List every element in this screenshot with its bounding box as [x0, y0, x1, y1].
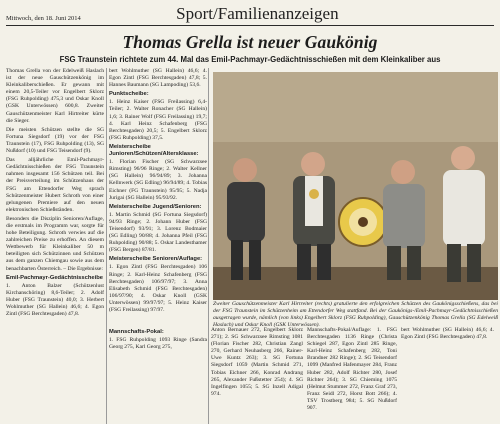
column-divider: [208, 68, 209, 424]
article-column-2: [109, 68, 207, 313]
paragraph: Anton Bernauer 272, Engelbert Sklorz 271); 2. SG Schwarzsee Rimsting 1081 (Florian Fischer 282, Christian Zangl 270, Gerhard Neuhasberg 266, Rainer-Uwe Kuntz 263); 3. SG Fortuna Siegsdorf 1059 (Martin Schmid 271, Tobias Eichner 266, Konrad Andrang 265, Alexander Fußstetter 254); 4. SG Ingelfingen 1055; 5. SG Inzell Adigal 974.: [211, 327, 303, 397]
paragraph: Besonders die Disziplin Senioren/Auflage, die erstmals im Programm war, sorgte für hohe Beteiligung. Schroth verwies auf die zahlreichen Preise zu erhoffen. An diesem Wettbewerb für Kleinkaliber 50 m beteiligten sich Schützinnen und Schützen aus dem ganzen Chiemgau sowie aus dem benachbarten Österreich. – Die Ergebnisse:: [6, 215, 104, 272]
paragraph: 1. FSG Ruhpolding 1093 Ringe (Sandra Georg 275, Karl Georg 275,: [109, 337, 207, 351]
article-column-1: [6, 68, 104, 424]
masthead: [6, 4, 494, 26]
paragraph: Mannschafts-Pokal/Auflage: 1. FSG Berchtesgaden 1136 Ringe (Christa Schiegel 287, Egon Zintl 285 Ringe, Karl-Heinz Schafenberg 282, Toni Brandner 282 Ringe); 2. SG Teisendorf 1099 (Manfred Hafenmayer 284, Franz Huber 282, Adolf Richter 280, Josef Richter 264); 3. SG Chieming 1075 (Helmut Stummer 272, Franz Graf 273, Franz Seidl 272, Horst Bott 266); 4. TSV Trostberg 984; 5. SG Nußdorf 907.: [307, 327, 397, 412]
article-column-4-bottom: [307, 327, 397, 424]
paragraph: bert Wohlmuther (SG Hallein) 46,6; 4. Egon Zintl (FSG Berchtesgaden) 47,8.: [401, 327, 494, 341]
article-subhead: FSG Traunstein richtete zum 44. Mal das Emil-Pachmayr-Gedächtnisschießen mit dem Kleinkaliber aus: [59, 55, 441, 64]
issue-date: Mittwoch, den 18. Juni 2014: [6, 15, 81, 22]
article-body: [6, 68, 498, 424]
article-column-2-bottom: [109, 327, 207, 424]
results-heading: Meisterscheibe Senioren/Auflage:: [109, 256, 203, 263]
article-column-3-bottom: [211, 327, 303, 424]
results-heading: Punktscheibe:: [109, 91, 149, 98]
paragraph: Die meisten Schützen stellte die SG Fortuna Siegsdorf (19) vor der FSG Traunstein (17), FSG Ruhpolding (13), SG Nußdorf (10) und FSG Teisendorf (9).: [6, 126, 104, 155]
article-photo: [213, 72, 498, 300]
results-heading: Emil-Pachmayr-Gedächtnisscheibe: [6, 274, 103, 281]
section-title: Sport/Familienanzeigen: [176, 4, 339, 23]
photo-caption: Zweiter Gauschützenmeister Karl Hirtreiter (rechts) gratulierte den erfolgreichen Schützen des Gaukönigsschießens, das bei der FSG Traunstein im Schützenheim am Ettendorfer Weg stattfand. Bei der Gaukönigs-/Emil-Pachmayr-Gedächtnisschießen ausgetragen wurde, nämlich (von links) Engelbert Sklorz (FSG Ruhpolding), Gauschützenkönig Thomas Grella (SG Edelweiß Haslach) und Oskar Knoll (GSK Unterwössen).: [213, 301, 498, 328]
results-heading: Meisterscheibe Jugend/Senioren:: [109, 203, 202, 210]
column-divider: [106, 68, 107, 424]
paragraph: 1. Heinz Kaiser (FSG Freilassing) 6,4-Teiler; 2. Walter Ronacher (SG Hallein) 1,6; 3. Rainer Wolf (FSG Freilassing) 19,7; 4. Karl Heinz Schafenberg (FSG Berchtesgaden) 20,5; 5. Engelbert Sklorz (FSG Ruhpolding) 37,5.: [109, 99, 207, 141]
photo-group-of-shooters: [213, 72, 498, 300]
target-disc: [339, 198, 387, 246]
paragraph: 1. Martin Schmid (SG Fortuna Siegsdorf) 94/93 Ringe; 2. Johann Huber (FSG Teisendorf) 93/91; 3. Lorenz Bodmaier (SG Edling) 90/88; 4. Johanna Pfeil (FSG Ruhpolding) 90/88; 5. Oskar Landesthamer (FSG Bergen) 87/81.: [109, 211, 207, 254]
results-heading: Meisterscheibe Junioren/Schützen/Altersklasse:: [109, 143, 199, 158]
article-column-5-bottom: [401, 327, 494, 424]
paragraph: 1. Egon Zintl (FSG Berchtesgaden) 106 Ringe; 2. Karl-Heinz Schafenberg (FSG Berchtesgaden) 106/97/97; 3. Anna Elisabeth Schmid (FSG Berchtesgaden) 106/97/90; 4. Oskar Knoll (GSK Unterwössen) 99/97/97; 5. Heinz Kaiser (FSG Freilassing) 97/97.: [109, 264, 207, 313]
paragraph: bert Wohlmuther (SG Hallein) 46,6; 4. Egon Zintl (FSG Berchtesgaden) 47,8; 5. Hannes Baumann (SG Lampoding) 53,6.: [109, 68, 207, 89]
article-headline: Thomas Grella ist neuer Gaukönig: [122, 32, 378, 52]
results-heading: Mannschafts-Pokal:: [109, 329, 164, 335]
paragraph: Thomas Grella von der Edelweiß Haslach ist der neue Gauschützenkönig im Kleinkaliberschießen. Er gewann mit einem 20,5-Teiler vor Engelbert Sklorz (FSG Ruhpolding) 475,3 und Oskar Knoll (GSK Unterwössen) 600,8. Zweiter Gauschützenmeister Karl Hirtreiter kürte die Sieger.: [6, 68, 104, 124]
paragraph: 1. Florian Fischer (SG Schwarzsee Rimsting) 96/96 Ringe; 2. Walter Kellner (SG Hallein) 96/94/89; 3. Johanna Kellnwerk (SG Edling) 96/94/89; 4. Tobias Eichner (FG Traunstein) 95/95; 5. Nadja Jurigai (SG Hallein) 95/93/92.: [109, 159, 207, 201]
paragraph: Das alljährliche Emil-Pachmayr-Gedächtnisschießen der FSG Traunstein nahmen insgesamt 156 Schützen teil. Bei der Preisverteilung im Schützenhaus der FSG am Ettendorfer Weg sprach Schützenmeister Hubert Schroth von einer gelungenen Premiere auf den neuen elektronischen Schießständen.: [6, 157, 104, 213]
paragraph: 1. Anton Balzer (Schützenlust Kirchanschöring) 8,6-Teiler; 2. Adolf Huber (FSG Traunstein) 40,0; 3. Herbert Wohlmuther (SG Hallein) 46,6; 4. Egon Zintl (FSG Berchtesgaden) 47,8.: [6, 282, 104, 318]
